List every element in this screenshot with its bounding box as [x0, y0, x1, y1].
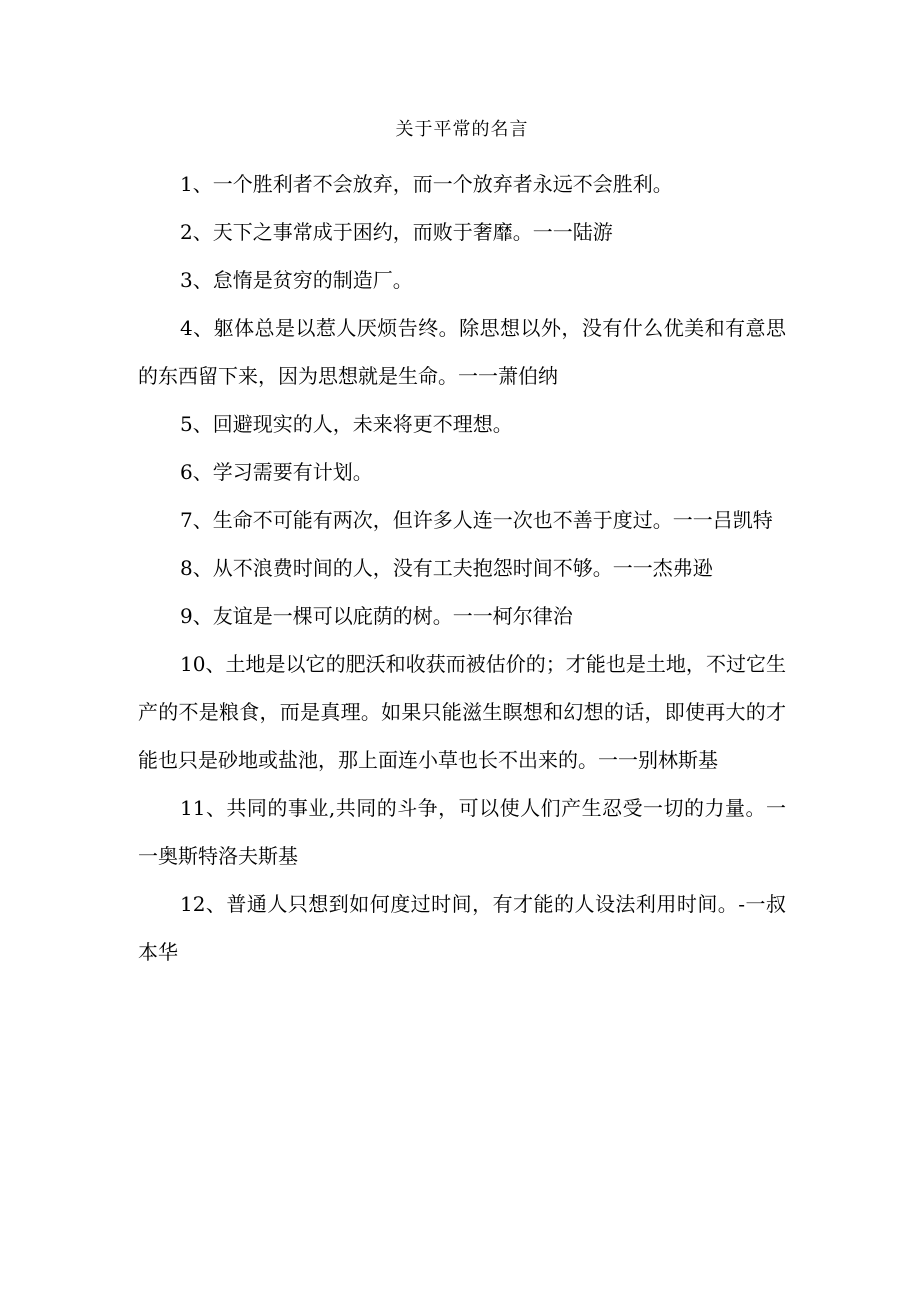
quote-5: 5、回避现实的人，未来将更不理想。 [180, 412, 513, 436]
quote-3: 3、怠惰是贫穷的制造厂。 [180, 268, 413, 292]
document-title: 关于平常的名言 [395, 119, 529, 140]
quote-12: 12、普通人只想到如何度过时间，有才能的人设法利用时间。-一叔本华 [138, 892, 786, 964]
quote-2: 2、天下之事常成于困约，而败于奢靡。一一陆游 [180, 220, 613, 244]
quote-8: 8、从不浪费时间的人，没有工夫抱怨时间不够。一一杰弗逊 [180, 556, 713, 580]
quote-4: 4、躯体总是以惹人厌烦告终。除思想以外，没有什么优美和有意思的东西留下来，因为思想就是生命。一一萧伯纳 [138, 316, 786, 388]
quote-10: 10、土地是以它的肥沃和收获而被估价的；才能也是土地，不过它生产的不是粮食，而是真理。如果只能滋生瞑想和幻想的话，即使再大的才能也只是砂地或盐池，那上面连小草也长不出来的。一一别林斯基 [138, 652, 786, 772]
quote-6: 6、学习需要有计划。 [180, 460, 373, 484]
quote-7: 7、生命不可能有两次，但许多人连一次也不善于度过。一一吕凯特 [180, 508, 773, 532]
quote-9: 9、友谊是一棵可以庇荫的树。一一柯尔律治 [180, 604, 573, 628]
quote-1: 1、一个胜利者不会放弃，而一个放弃者永远不会胜利。 [180, 172, 673, 196]
quote-11: 11、共同的事业,共同的斗争，可以使人们产生忍受一切的力量。一一奥斯特洛夫斯基 [138, 796, 786, 868]
document-page [138, 112, 786, 976]
